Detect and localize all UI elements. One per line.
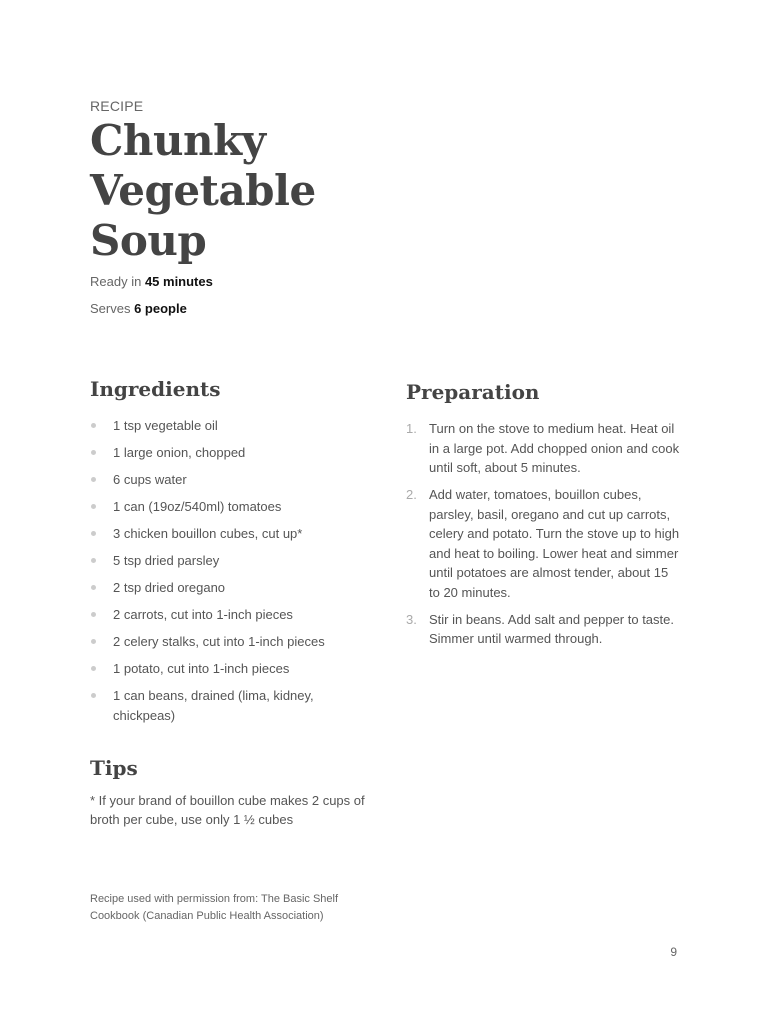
preparation-list [406,419,681,656]
tips-text: * If your brand of bouillon cube makes 2 cups of broth per cube, use only 1 ½ cubes [90,793,365,827]
bullet-icon [91,639,96,644]
preparation-step [406,485,681,602]
bullet-icon [91,423,96,428]
ingredients-heading: Ingredients [90,377,221,401]
ingredient-item [90,551,360,571]
serves-value: 6 people [134,301,187,316]
bullet-icon [91,558,96,563]
recipe-kicker: RECIPE [90,98,144,114]
bullet-icon [91,450,96,455]
bullet-icon [91,693,96,698]
serves-label: Serves [90,301,131,316]
ingredient-item [90,416,360,436]
ingredient-text: 2 carrots, cut into 1-inch pieces [113,607,293,622]
bullet-icon [91,504,96,509]
ingredient-item [90,686,360,725]
page-number: 9 [670,945,677,959]
bullet-icon [91,666,96,671]
ingredients-list [90,416,360,733]
ingredient-item [90,659,360,679]
servings [90,301,187,316]
step-text: Turn on the stove to medium heat. Heat oil in a large pot. Add chopped onion and cook until soft, about 5 minutes. [429,421,680,475]
tips-heading: Tips [90,756,138,780]
ingredient-text: 6 cups water [113,472,187,487]
ingredient-text: 2 celery stalks, cut into 1-inch pieces [113,634,325,649]
ingredient-text: 1 can beans, drained (lima, kidney, chickpeas) [113,688,314,723]
preparation-step [406,419,681,478]
ingredient-text: 1 potato, cut into 1-inch pieces [113,661,290,676]
ingredient-item [90,497,360,517]
ready-value: 45 minutes [144,274,213,289]
step-number: 2. [406,487,417,502]
ready-label: Ready in [90,274,142,289]
ingredient-item [90,524,360,544]
ingredient-text: 3 chicken bouillon cubes, cut up* [113,526,303,541]
preparation-step [406,610,681,649]
preparation-heading: Preparation [406,380,540,404]
step-number: 3. [406,611,417,627]
ingredient-item [90,470,360,490]
ingredient-item [90,632,360,652]
bullet-icon [91,531,96,536]
bullet-icon [91,612,96,617]
recipe-title: Chunky Vegetable Soup [90,116,316,265]
ingredient-item [90,605,360,625]
bullet-icon [91,477,96,482]
ingredient-item [90,578,360,598]
ready-time [90,274,213,289]
ingredient-item [90,443,360,463]
step-number: 1. [406,421,417,436]
credit-note: Recipe used with permission from: The Basic Shelf Cookbook (Canadian Public Health Association) [90,893,339,922]
ingredient-text: 1 can (19oz/540ml) tomatoes [113,499,282,514]
ingredient-text: 1 tsp vegetable oil [113,418,218,433]
step-text: Add water, tomatoes, bouillon cubes, parsley, basil, oregano and cut up carrots, celery and potato. Turn the stove up to high and heat to boiling. Lower heat and simmer until potatoes are almost tender, about 15 to 20 minutes. [429,487,680,600]
bullet-icon [91,585,96,590]
ingredient-text: 5 tsp dried parsley [113,553,220,568]
step-text: Stir in beans. Add salt and pepper to taste. Simmer until warmed through. [429,611,674,646]
ingredient-text: 1 large onion, chopped [113,445,246,460]
ingredient-text: 2 tsp dried oregano [113,580,226,595]
